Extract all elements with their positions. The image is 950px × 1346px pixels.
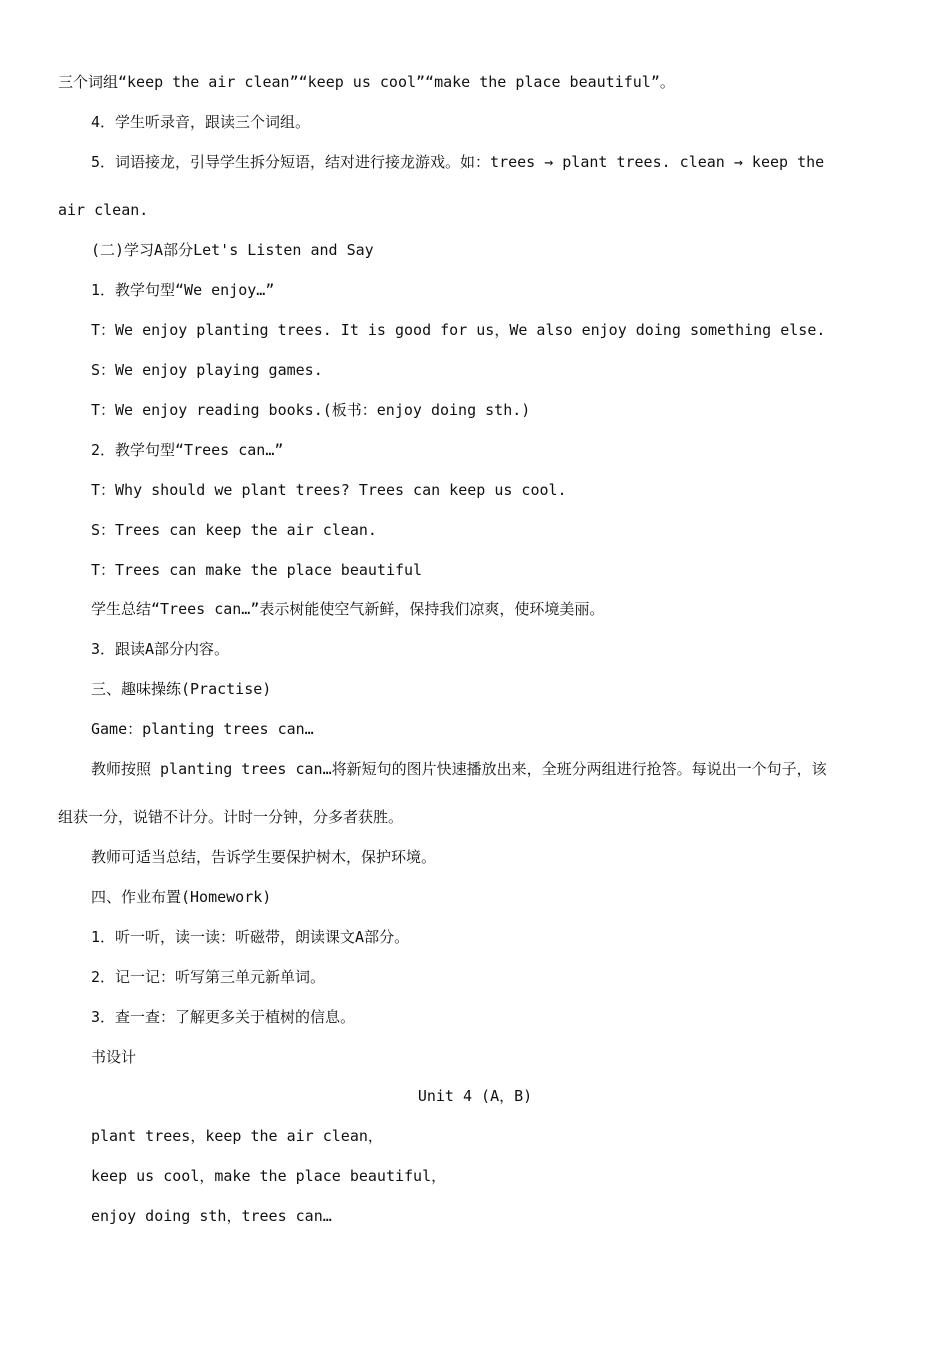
text-line-9: T：We enjoy reading books.(板书：enjoy doing sth.) xyxy=(91,401,531,419)
text-line-14: 学生总结“Trees can…”表示树能使空气新鲜，保持我们凉爽，使环境美丽。 xyxy=(91,600,605,618)
section-heading-3: 三、趣味操练(Practise) xyxy=(91,680,272,698)
board-line-3: enjoy doing sth，trees can… xyxy=(91,1207,332,1225)
text-line-10: 2．教学句型“Trees can…” xyxy=(91,441,284,459)
text-line-24: 3．查一查：了解更多关于植树的信息。 xyxy=(91,1008,356,1026)
text-line-23: 2．记一记：听写第三单元新单词。 xyxy=(91,968,326,986)
text-line-22: 1．听一听，读一读：听磁带，朗读课文A部分。 xyxy=(91,928,410,946)
text-line-6: 1．教学句型“We enjoy…” xyxy=(91,281,275,299)
text-line-18: 教师按照 planting trees can…将新短句的图片快速播放出来，全班分两组进行抢答。每说出一个句子，该 xyxy=(91,760,827,778)
text-line-19: 组获一分，说错不计分。计时一分钟，分多者获胜。 xyxy=(58,808,404,826)
text-line-1: 三个词组“keep the air clean”“keep us cool”“make the place beautiful”。 xyxy=(58,73,675,91)
text-line-13: T：Trees can make the place beautiful xyxy=(91,561,423,579)
text-line-11: T：Why should we plant trees? Trees can keep us cool. xyxy=(91,481,567,499)
section-heading-4: 四、作业布置(Homework) xyxy=(91,888,272,906)
section-heading-2: (二)学习A部分Let's Listen and Say xyxy=(91,241,374,259)
text-line-17: Game：planting trees can… xyxy=(91,720,314,738)
text-line-2: 4．学生听录音，跟读三个词组。 xyxy=(91,113,311,131)
text-line-15: 3．跟读A部分内容。 xyxy=(91,640,230,658)
board-design-heading: 书设计 xyxy=(91,1048,137,1066)
text-line-8: S：We enjoy playing games. xyxy=(91,361,323,379)
text-line-20: 教师可适当总结，告诉学生要保护树木，保护环境。 xyxy=(91,848,437,866)
board-line-1: plant trees，keep the air clean， xyxy=(91,1127,383,1145)
board-line-2: keep us cool，make the place beautiful， xyxy=(91,1167,447,1185)
board-unit-title: Unit 4 (A，B) xyxy=(417,1087,533,1105)
text-line-7: T：We enjoy planting trees. It is good for us，We also enjoy doing something else. xyxy=(91,321,826,339)
text-line-3: 5．词语接龙，引导学生拆分短语，结对进行接龙游戏。如：trees → plant trees. clean → keep the xyxy=(91,153,825,171)
text-line-4: air clean. xyxy=(58,201,149,219)
text-line-12: S：Trees can keep the air clean. xyxy=(91,521,377,539)
